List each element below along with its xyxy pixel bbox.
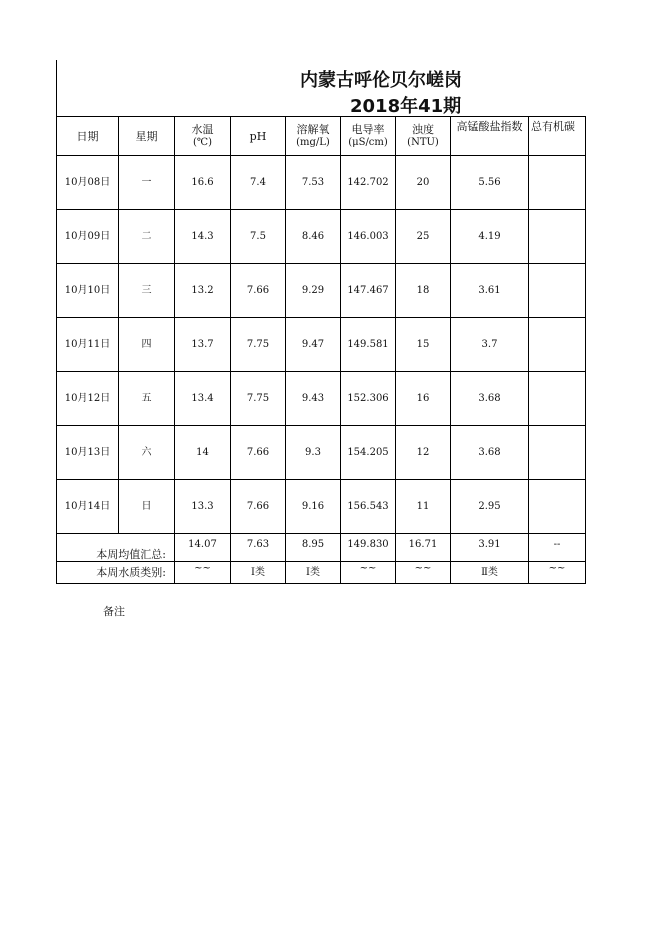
- cell-turbidity[interactable]: 20: [396, 156, 451, 210]
- water-quality-table: [56, 116, 586, 584]
- class-turbidity[interactable]: ~~: [396, 562, 451, 584]
- header-conductivity: 电导率 (μS/cm): [341, 117, 396, 156]
- cell-permanganate-index[interactable]: 3.61: [451, 264, 529, 318]
- cell-permanganate-index[interactable]: 5.56: [451, 156, 529, 210]
- weekly-average-label[interactable]: 本周均值汇总:: [57, 534, 175, 562]
- class-conductivity[interactable]: ~~: [341, 562, 396, 584]
- cell-toc[interactable]: [529, 480, 586, 534]
- cell-dissolved-oxygen[interactable]: 9.3: [286, 426, 341, 480]
- cell-water-temp[interactable]: 13.4: [175, 372, 231, 426]
- table-row: [57, 264, 586, 318]
- class-toc[interactable]: ~~: [529, 562, 586, 584]
- weekly-average-row: [57, 534, 586, 562]
- water-class-label[interactable]: 本周水质类别:: [57, 562, 175, 584]
- cell-toc[interactable]: [529, 264, 586, 318]
- cell-weekday[interactable]: 日: [119, 480, 175, 534]
- report-period: 2018年41期: [350, 96, 462, 117]
- cell-dissolved-oxygen[interactable]: 9.47: [286, 318, 341, 372]
- table-row: [57, 426, 586, 480]
- water-class-row: [57, 562, 586, 584]
- cell-toc[interactable]: [529, 426, 586, 480]
- cell-date[interactable]: 10月14日: [57, 480, 119, 534]
- remarks-label: 备注: [103, 605, 125, 618]
- cell-water-temp[interactable]: 13.2: [175, 264, 231, 318]
- cell-turbidity[interactable]: 18: [396, 264, 451, 318]
- cell-permanganate-index[interactable]: 4.19: [451, 210, 529, 264]
- cell-date[interactable]: 10月12日: [57, 372, 119, 426]
- cell-permanganate-index[interactable]: 3.68: [451, 426, 529, 480]
- header-weekday: 星期: [119, 117, 175, 156]
- cell-date[interactable]: 10月10日: [57, 264, 119, 318]
- header-turbidity: 浊度 (NTU): [396, 117, 451, 156]
- cell-ph[interactable]: 7.75: [231, 372, 286, 426]
- cell-weekday[interactable]: 二: [119, 210, 175, 264]
- class-ph[interactable]: Ⅰ类: [231, 562, 286, 584]
- cell-turbidity[interactable]: 11: [396, 480, 451, 534]
- cell-ph[interactable]: 7.66: [231, 426, 286, 480]
- header-date: 日期: [57, 117, 119, 156]
- cell-conductivity[interactable]: 154.205: [341, 426, 396, 480]
- cell-conductivity[interactable]: 152.306: [341, 372, 396, 426]
- cell-water-temp[interactable]: 14.3: [175, 210, 231, 264]
- cell-dissolved-oxygen[interactable]: 8.46: [286, 210, 341, 264]
- cell-date[interactable]: 10月11日: [57, 318, 119, 372]
- avg-permanganate-index[interactable]: 3.91: [451, 534, 529, 562]
- cell-turbidity[interactable]: 12: [396, 426, 451, 480]
- cell-weekday[interactable]: 五: [119, 372, 175, 426]
- class-permanganate-index[interactable]: Ⅱ类: [451, 562, 529, 584]
- cell-weekday[interactable]: 一: [119, 156, 175, 210]
- cell-conductivity[interactable]: 149.581: [341, 318, 396, 372]
- cell-conductivity[interactable]: 146.003: [341, 210, 396, 264]
- header-permanganate-index: 高锰酸盐指数: [451, 117, 529, 156]
- cell-weekday[interactable]: 六: [119, 426, 175, 480]
- cell-dissolved-oxygen[interactable]: 9.43: [286, 372, 341, 426]
- cell-toc[interactable]: [529, 318, 586, 372]
- cell-dissolved-oxygen[interactable]: 7.53: [286, 156, 341, 210]
- table-row: [57, 156, 586, 210]
- cell-toc[interactable]: [529, 156, 586, 210]
- cell-date[interactable]: 10月13日: [57, 426, 119, 480]
- cell-toc[interactable]: [529, 210, 586, 264]
- cell-dissolved-oxygen[interactable]: 9.29: [286, 264, 341, 318]
- cell-ph[interactable]: 7.4: [231, 156, 286, 210]
- cell-ph[interactable]: 7.5: [231, 210, 286, 264]
- class-water-temp[interactable]: ~~: [175, 562, 231, 584]
- cell-date[interactable]: 10月09日: [57, 210, 119, 264]
- table-row: [57, 318, 586, 372]
- cell-conductivity[interactable]: 142.702: [341, 156, 396, 210]
- header-toc: 总有机碳: [529, 117, 586, 156]
- cell-date[interactable]: 10月08日: [57, 156, 119, 210]
- avg-turbidity[interactable]: 16.71: [396, 534, 451, 562]
- table-row: [57, 480, 586, 534]
- cell-permanganate-index[interactable]: 3.7: [451, 318, 529, 372]
- header-row: [57, 117, 586, 156]
- avg-conductivity[interactable]: 149.830: [341, 534, 396, 562]
- cell-water-temp[interactable]: 13.7: [175, 318, 231, 372]
- cell-weekday[interactable]: 四: [119, 318, 175, 372]
- cell-turbidity[interactable]: 16: [396, 372, 451, 426]
- cell-toc[interactable]: [529, 372, 586, 426]
- avg-water-temp[interactable]: 14.07: [175, 534, 231, 562]
- cell-water-temp[interactable]: 16.6: [175, 156, 231, 210]
- cell-permanganate-index[interactable]: 3.68: [451, 372, 529, 426]
- avg-dissolved-oxygen[interactable]: 8.95: [286, 534, 341, 562]
- class-dissolved-oxygen[interactable]: Ⅰ类: [286, 562, 341, 584]
- cell-ph[interactable]: 7.66: [231, 264, 286, 318]
- cell-dissolved-oxygen[interactable]: 9.16: [286, 480, 341, 534]
- cell-conductivity[interactable]: 156.543: [341, 480, 396, 534]
- cell-water-temp[interactable]: 14: [175, 426, 231, 480]
- header-ph: pH: [231, 117, 286, 156]
- cell-water-temp[interactable]: 13.3: [175, 480, 231, 534]
- cell-ph[interactable]: 7.66: [231, 480, 286, 534]
- cell-ph[interactable]: 7.75: [231, 318, 286, 372]
- avg-ph[interactable]: 7.63: [231, 534, 286, 562]
- table-row: [57, 372, 586, 426]
- header-dissolved-oxygen: 溶解氧 (mg/L): [286, 117, 341, 156]
- cell-conductivity[interactable]: 147.467: [341, 264, 396, 318]
- cell-turbidity[interactable]: 15: [396, 318, 451, 372]
- cell-turbidity[interactable]: 25: [396, 210, 451, 264]
- cell-weekday[interactable]: 三: [119, 264, 175, 318]
- cell-permanganate-index[interactable]: 2.95: [451, 480, 529, 534]
- header-water-temp: 水温 (℃): [175, 117, 231, 156]
- avg-toc[interactable]: --: [529, 534, 586, 562]
- report-title: 内蒙古呼伦贝尔嵯岗: [300, 70, 462, 91]
- table-row: [57, 210, 586, 264]
